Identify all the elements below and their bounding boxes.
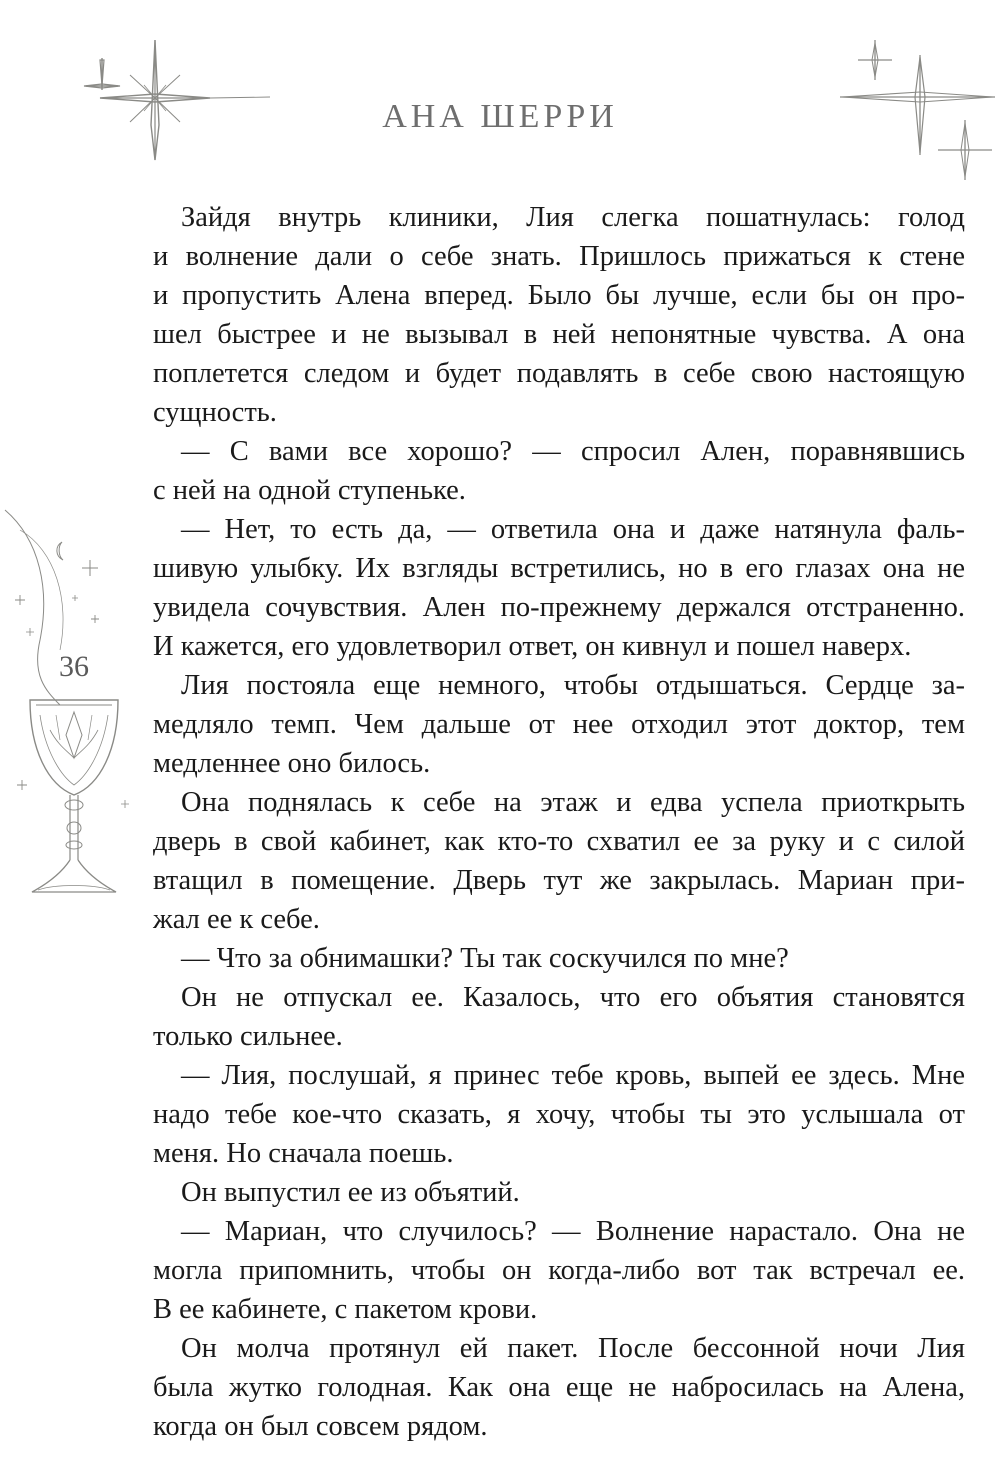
text-line: И кажется, его удовлетворил ответ, он кивнул и пошел наверх. — [153, 631, 912, 662]
paragraph — [153, 1329, 965, 1446]
text-line: — Мариан, что случилось? — Волнение нарастало. Она не — [181, 1216, 965, 1247]
text-line: Лия постояла еще немного, чтобы отдышаться. Сердце за- — [181, 670, 965, 701]
body-text — [153, 198, 965, 1446]
text-line: и волнение дали о себе знать. Пришлось прижаться к стене — [153, 241, 965, 272]
text-line: и пропустить Алена вперед. Было бы лучше, если бы он про- — [153, 280, 965, 311]
text-line: дверь в свой кабинет, как кто-то схватил ее за руку и с силой — [153, 826, 965, 857]
text-line: — Лия, послушай, я принес тебе кровь, выпей ее здесь. Мне — [181, 1060, 965, 1091]
text-line: шел быстрее и не вызывал в ней непонятные чувства. А она — [153, 319, 965, 350]
text-line: медленнее оно билось. — [153, 748, 431, 779]
text-line: — Что за обнимашки? Ты так соскучился по мне? — [181, 943, 789, 974]
text-line: надо тебе кое-что сказать, я хочу, чтобы ты это услышала от — [153, 1099, 965, 1130]
paragraph — [153, 510, 965, 666]
text-line: с ней на одной ступеньке. — [153, 475, 466, 506]
paragraph — [153, 1173, 965, 1212]
text-line: сущность. — [153, 397, 277, 428]
text-line: только сильнее. — [153, 1021, 343, 1052]
text-line: была жутко голодная. Как она еще не набросилась на Алена, — [153, 1372, 965, 1403]
text-line: — С вами все хорошо? — спросил Ален, поравнявшись — [181, 436, 965, 467]
paragraph — [153, 1212, 965, 1329]
text-line: — Нет, то есть да, — ответила она и даже натянула фаль- — [181, 514, 965, 545]
text-line: когда он был совсем рядом. — [153, 1411, 488, 1442]
text-line: могла припомнить, чтобы он когда-либо вот так встречал ее. — [153, 1255, 965, 1286]
text-line: Он молча протянул ей пакет. После бессонной ночи Лия — [181, 1333, 965, 1364]
page-number: 36 — [59, 650, 89, 683]
text-line: поплетется следом и будет подавлять в себе свою настоящую — [153, 358, 965, 389]
text-line: шивую улыбку. Их взгляды встретились, но в его глазах она не — [153, 553, 965, 584]
paragraph — [153, 1056, 965, 1173]
text-line: увидела сочувствия. Ален по-прежнему держался отстраненно. — [153, 592, 965, 623]
paragraph — [153, 198, 965, 432]
running-title: АНА ШЕРРИ — [382, 98, 618, 135]
text-line: втащил в помещение. Дверь тут же закрылась. Мариан при- — [153, 865, 965, 896]
text-line: Он не отпускал ее. Казалось, что его объятия становятся — [181, 982, 965, 1013]
paragraph — [153, 939, 965, 978]
goblet-with-swirl-icon — [0, 500, 150, 920]
text-line: медляло темп. Чем дальше от нее отходил этот доктор, тем — [153, 709, 965, 740]
text-line: Она поднялась к себе на этаж и едва успела приоткрыть — [181, 787, 965, 818]
paragraph — [153, 432, 965, 510]
paragraph — [153, 666, 965, 783]
text-line: Зайдя внутрь клиники, Лия слегка пошатнулась: голод — [181, 202, 965, 233]
text-line: жал ее к себе. — [153, 904, 320, 935]
paragraph — [153, 978, 965, 1056]
text-line: Он выпустил ее из объятий. — [181, 1177, 520, 1208]
paragraph — [153, 783, 965, 939]
text-line: меня. Но сначала поешь. — [153, 1138, 454, 1169]
text-line: В ее кабинете, с пакетом крови. — [153, 1294, 538, 1325]
